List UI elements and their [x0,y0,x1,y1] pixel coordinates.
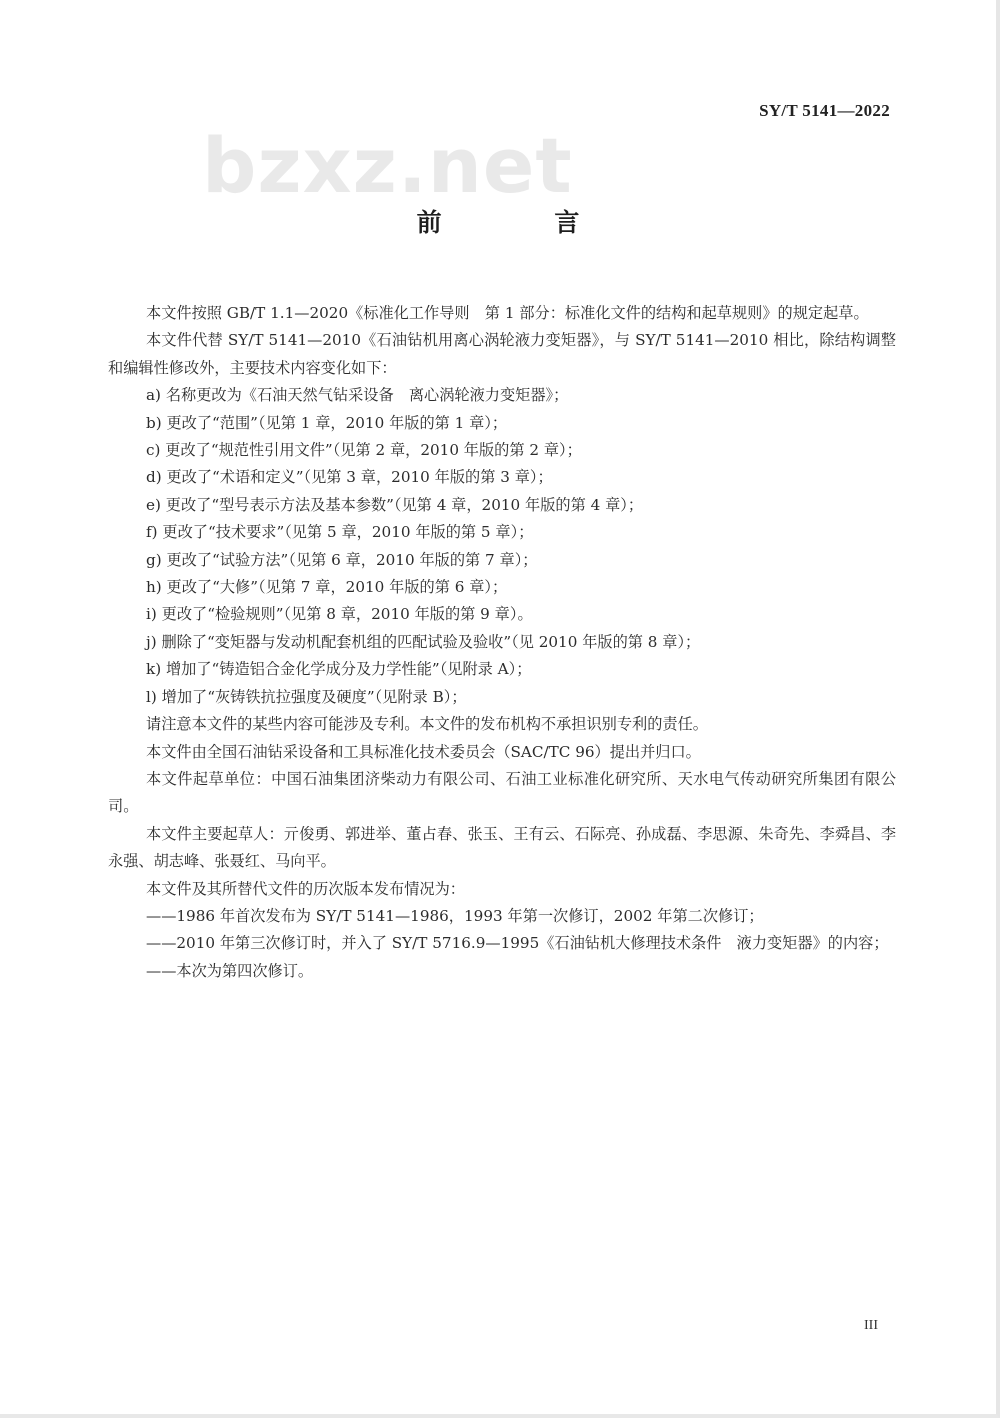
list-item [108,629,896,656]
watermark: bzxz.net [202,121,573,210]
list-text: 删除了“变矩器与发动机配套机组的匹配试验及验收”（见 2010 年版的第 8 章）； [161,632,701,651]
list-text: 更改了“规范性引用文件”（见第 2 章，2010 年版的第 2 章）； [165,441,582,460]
standard-number: SY/T 5141—2022 [759,101,890,120]
list-label: e) [146,495,161,514]
list-text: 名称更改为《石油天然气钻采设备 离心涡轮液力变矩器》； [165,386,569,405]
list-label: i) [146,605,157,624]
paragraph-replacement: 本文件代替 SY/T 5141—2010《石油钻机用离心涡轮液力变矩器》，与 SY/T 5141—2010 相比，除结构调整和编辑性修改外，主要技术内容变化如下： [108,331,896,377]
list-label: d) [146,468,162,487]
list-item [108,601,896,628]
history-item: ——2010 年第三次修订时，并入了 SY/T 5716.9—1995《石油钻机大修理技术条件 液力变矩器》的内容； [146,934,889,953]
paragraph-drafting-basis: 本文件按照 GB/T 1.1—2020《标准化工作导则 第 1 部分：标准化文件的结构和起草规则》的规定起草。 [146,304,869,322]
paragraph-drafting-units: 本文件起草单位：中国石油集团济柴动力有限公司、石油工业标准化研究所、天水电气传动研究所集团有限公司。 [108,769,896,816]
list-text: 更改了“试验方法”（见第 6 章，2010 年版的第 7 章）； [166,550,538,569]
list-item [108,547,896,574]
list-item [108,574,896,601]
list-text: 更改了“大修”（见第 7 章，2010 年版的第 6 章）； [166,578,508,597]
history-item: ——1986 年首次发布为 SY/T 5141—1986，1993 年第一次修订，2002 年第二次修订； [146,906,764,925]
list-item [108,410,896,437]
paragraph-history-intro: 本文件及其所替代文件的历次版本发布情况为： [146,879,465,898]
list-text: 更改了“术语和定义”（见第 3 章，2010 年版的第 3 章）； [166,468,553,487]
paragraph-patent-notice: 请注意本文件的某些内容可能涉及专利。本文件的发布机构不承担识别专利的责任。 [146,715,708,734]
list-label: g) [146,550,162,569]
list-label: b) [146,413,162,432]
list-label: c) [146,441,161,460]
page-number: III [864,1318,878,1333]
history-item: ——本次为第四次修订。 [146,961,314,980]
list-item [108,437,896,464]
list-label: a) [146,386,161,405]
list-item [108,656,896,683]
list-label: j) [146,632,157,651]
list-label: h) [146,578,162,597]
list-item [108,684,896,711]
paragraph-drafters: 本文件主要起草人：亓俊勇、郭进举、董占春、张玉、王有云、石际亮、孙成磊、李思源、朱奇先、李舜昌、李永强、胡志峰、张聂红、马向平。 [108,824,896,871]
list-text: 增加了“铸造铝合金化学成分及力学性能”（见附录 A）； [165,660,532,679]
list-label: f) [146,523,158,542]
list-item [108,492,896,519]
section-title: 前 言 [416,208,632,237]
list-label: k) [146,660,162,679]
list-text: 增加了“灰铸铁抗拉强度及硬度”（见附录 B）； [161,687,467,706]
list-item [108,519,896,546]
paragraph-proposer: 本文件由全国石油钻采设备和工具标准化技术委员会（SAC/TC 96）提出并归口。 [146,742,701,761]
list-item [108,382,896,409]
list-text: 更改了“范围”（见第 1 章，2010 年版的第 1 章）； [166,413,508,432]
list-item [108,464,896,491]
list-text: 更改了“型号表示方法及基本参数”（见第 4 章，2010 年版的第 4 章）； [165,495,644,514]
list-label: l) [146,687,157,706]
changes-list [108,382,896,711]
history-list [108,903,896,985]
foreword-body [108,300,896,985]
list-text: 更改了“检验规则”（见第 8 章，2010 年版的第 9 章）。 [161,605,533,624]
list-text: 更改了“技术要求”（见第 5 章，2010 年版的第 5 章）； [162,523,534,542]
